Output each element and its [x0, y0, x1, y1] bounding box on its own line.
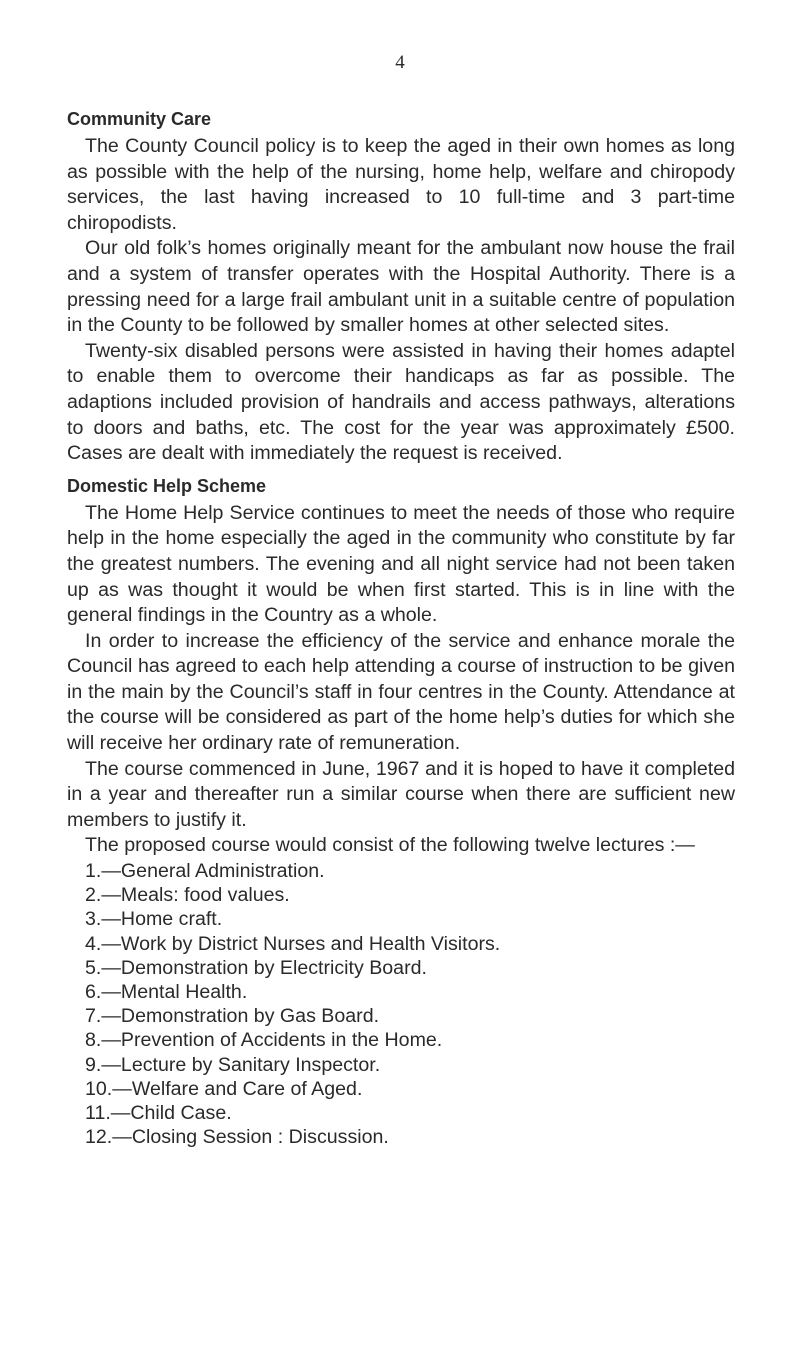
list-item: 6.—Mental Health.	[85, 981, 248, 1004]
domestic-help-section	[67, 475, 735, 1150]
list-item: 9.—Lecture by Sanitary Inspector.	[85, 1053, 381, 1076]
list-item: 2.—Meals: food values.	[85, 884, 290, 907]
list-item: 10.—Welfare and Care of Aged.	[85, 1077, 363, 1100]
list-item: 11.—Child Case.	[85, 1102, 232, 1125]
list-item: 12.—Closing Session : Discussion.	[85, 1126, 389, 1149]
community-care-section	[67, 108, 735, 467]
paragraph: The Home Help Service continues to meet the needs of those who require help in the home especially the aged in the community who constitute by far the greatest numbers. The evening and all night service had not been taken up as was thought it would be when first started. This is in line with the general findings in the Country as a whole.	[67, 501, 735, 627]
list-item: 7.—Demonstration by Gas Board.	[85, 1005, 380, 1028]
list-item: 5.—Demonstration by Electricity Board.	[85, 956, 427, 979]
list-item: 8.—Prevention of Accidents in the Home.	[85, 1029, 443, 1052]
list-item: 1.—General Administration.	[85, 860, 325, 883]
list-item: 4.—Work by District Nurses and Health Visitors.	[85, 932, 501, 955]
paragraph: In order to increase the efficiency of the service and enhance morale the Council has agreed to each help attending a course of instruction to be given in the main by the Council’s staff in four centres in the County. Attendance at the course will be considered as part of the home help’s duties for which she will receive her ordinary rate of remuneration.	[67, 629, 735, 755]
lecture-list	[67, 859, 735, 1149]
paragraph: The course commenced in June, 1967 and it is hoped to have it completed in a year and thereafter run a similar course when there are sufficient new members to justify it.	[67, 757, 735, 831]
document-body	[67, 108, 735, 1149]
section-heading: Community Care	[67, 109, 212, 129]
paragraph: Twenty-six disabled persons were assisted in having their homes adaptel to enable them to overcome their handicaps as far as possible. The adaptions included provision of handrails and access pathways, alterations to doors and baths, etc. The cost for the year was approximately £500. Cases are dealt with immediately the request is received.	[67, 339, 735, 465]
paragraph: Our old folk’s homes originally meant for the ambulant now house the frail and a system of transfer operates with the Hospital Authority. There is a pressing need for a large frail ambulant unit in a suitable centre of population in the County to be followed by smaller homes at other selected sites.	[67, 237, 735, 337]
page-number: 4	[395, 52, 405, 73]
paragraph: The County Council policy is to keep the aged in their own homes as long as possible with the help of the nursing, home help, welfare and chiropody services, the last having increased to 10 full-time and 3 part-time chiropodists.	[67, 135, 735, 234]
paragraph: The proposed course would consist of the following twelve lectures :—	[85, 834, 695, 857]
list-item: 3.—Home craft.	[85, 908, 223, 931]
section-heading: Domestic Help Scheme	[67, 475, 267, 496]
